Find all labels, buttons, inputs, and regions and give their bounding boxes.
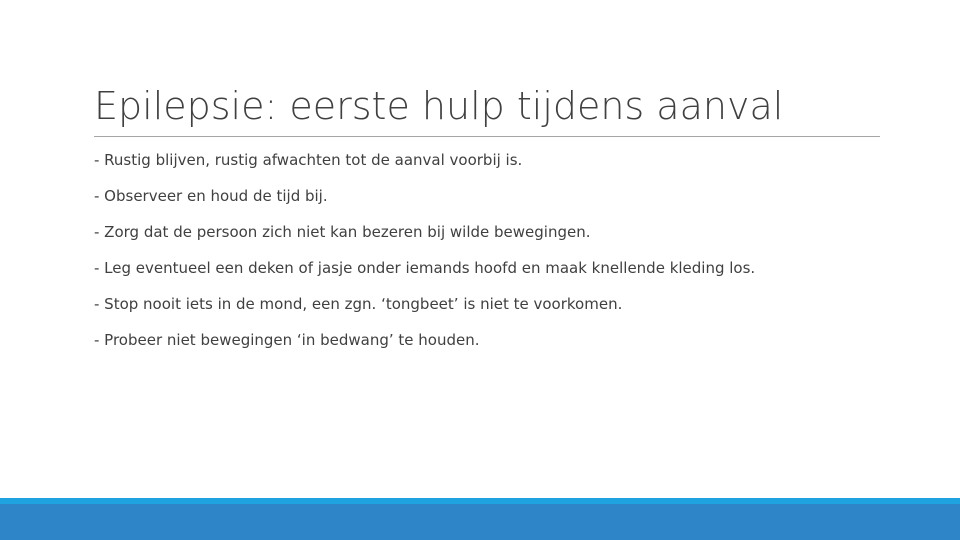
bullet-item: - Stop nooit iets in de mond, een zgn. ‘tongbeet’ is niet te voorkomen.	[94, 295, 623, 313]
footer-band	[0, 498, 960, 540]
title-divider	[94, 136, 880, 137]
bullet-list	[94, 148, 894, 364]
bullet-item: - Probeer niet bewegingen ‘in bedwang’ te houden.	[94, 331, 480, 349]
bullet-item: - Rustig blijven, rustig afwachten tot de aanval voorbij is.	[94, 151, 523, 169]
bullet-item: - Zorg dat de persoon zich niet kan bezeren bij wilde bewegingen.	[94, 223, 591, 241]
bullet-item: - Leg eventueel een deken of jasje onder iemands hoofd en maak knellende kleding los.	[94, 259, 756, 277]
bullet-item: - Observeer en houd de tijd bij.	[94, 187, 328, 205]
slide-title: Epilepsie: eerste hulp tijdens aanval	[94, 84, 784, 128]
